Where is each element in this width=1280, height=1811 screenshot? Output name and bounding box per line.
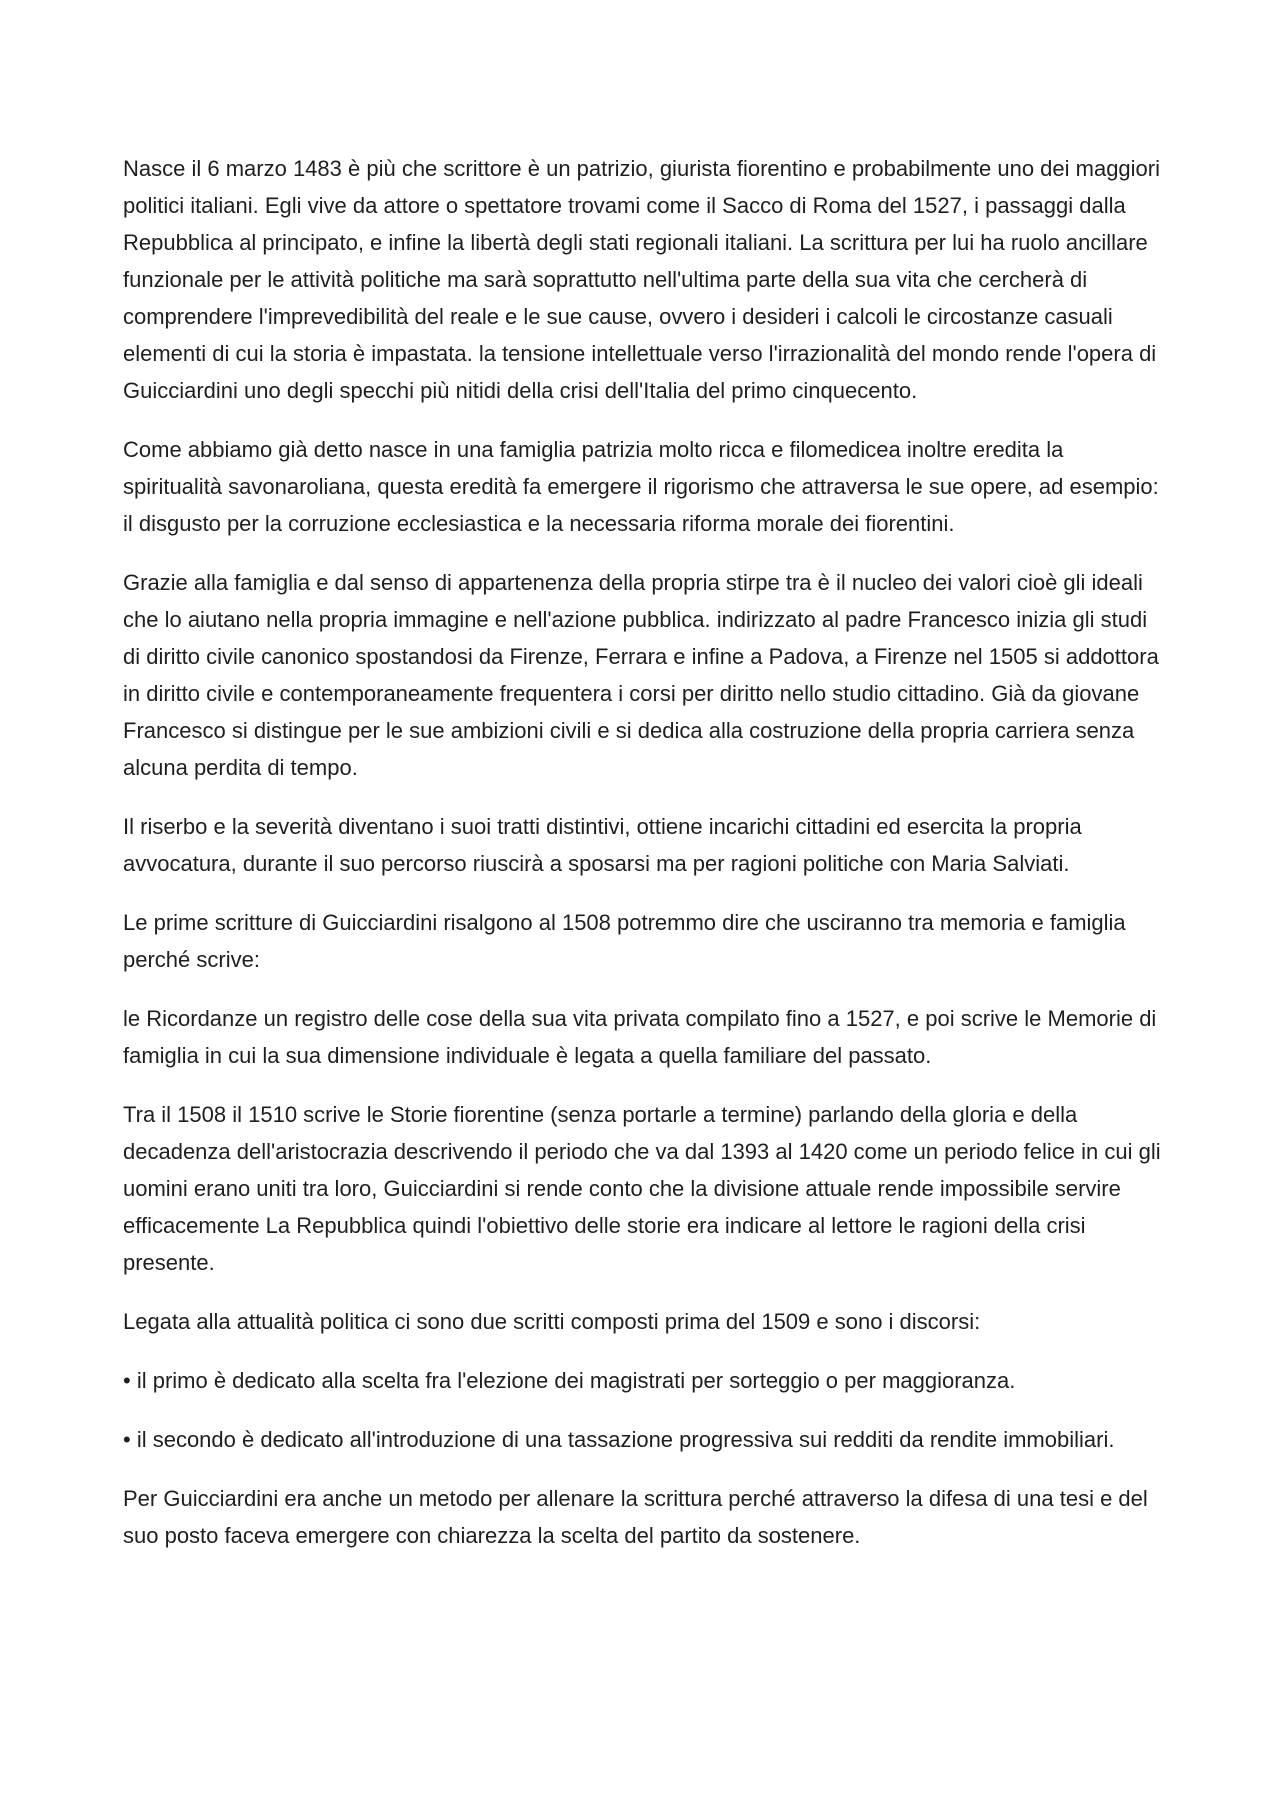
list-item-first-discorso: • il primo è dedicato alla scelta fra l'elezione dei magistrati per sorteggio o per maggioranza.: [123, 1368, 1016, 1393]
paragraph-storie-fiorentine: Tra il 1508 il 1510 scrive le Storie fiorentine (senza portarle a termine) parlando della gloria e della decadenza dell'aristocrazia descrivendo il periodo che va dal 1393 al 1420 come un periodo felice in cui gli uomini erano uniti tra loro, Guicciardini si rende conto che la divisione attuale rende impossibile servire efficacemente La Repubblica quindi l'obiettivo delle storie era indicare al lettore le ragioni della crisi presente.: [123, 1102, 1161, 1275]
paragraph-education: Grazie alla famiglia e dal senso di appartenenza della propria stirpe tra è il nucleo dei valori cioè gli ideali che lo aiutano nella propria immagine e nell'azione pubblica. indirizzato al padre Francesco inizia gli studi di diritto civile canonico spostandosi da Firenze, Ferrara e infine a Padova, a Firenze nel 1505 si addottora in diritto civile e contemporaneamente frequentera i corsi per diritto nello studio cittadino. Già da giovane Francesco si distingue per le sue ambizioni civili e si dedica alla costruzione della propria carriera senza alcuna perdita di tempo.: [123, 570, 1159, 780]
paragraph-intro: Nasce il 6 marzo 1483 è più che scrittore è un patrizio, giurista fiorentino e probabilmente uno dei maggiori politici italiani. Egli vive da attore o spettatore trovami come il Sacco di Roma del 1527, i passaggi dalla Repubblica al principato, e infine la libertà degli stati regionali italiani. La scrittura per lui ha ruolo ancillare funzionale per le attività politiche ma sarà soprattutto nell'ultima parte della sua vita che cercherà di comprendere l'imprevedibilità del reale e le sue cause, ovvero i desideri i calcoli le circostanze casuali elementi di cui la storia è impastata. la tensione intellettuale verso l'irrazionalità del mondo rende l'opera di Guicciardini uno degli specchi più nitidi della crisi dell'Italia del primo cinquecento.: [123, 156, 1161, 403]
paragraph-ricordanze: le Ricordanze un registro delle cose della sua vita privata compilato fino a 1527, e poi scrive le Memorie di famiglia in cui la sua dimensione individuale è legata a quella familiare del passato.: [123, 1006, 1157, 1068]
paragraph-discorsi: Legata alla attualità politica ci sono due scritti composti prima del 1509 e sono i discorsi:: [123, 1309, 981, 1334]
list-item-second-discorso: • il secondo è dedicato all'introduzione di una tassazione progressiva sui redditi da rendite immobiliari.: [123, 1427, 1115, 1452]
paragraph-conclusion: Per Guicciardini era anche un metodo per allenare la scrittura perché attraverso la difesa di una tesi e del suo posto faceva emergere con chiarezza la scelta del partito da sostenere.: [123, 1486, 1148, 1548]
document-body: [123, 150, 1163, 1576]
paragraph-career: Il riserbo e la severità diventano i suoi tratti distintivi, ottiene incarichi cittadini ed esercita la propria avvocatura, durante il suo percorso riuscirà a sposarsi ma per ragioni politiche con Maria Salviati.: [123, 814, 1082, 876]
paragraph-first-writings: Le prime scritture di Guicciardini risalgono al 1508 potremmo dire che usciranno tra memoria e famiglia perché scrive:: [123, 910, 1126, 972]
paragraph-family: Come abbiamo già detto nasce in una famiglia patrizia molto ricca e filomedicea inoltre eredita la spiritualità savonaroliana, questa eredità fa emergere il rigorismo che attraversa le sue opere, ad esempio: il disgusto per la corruzione ecclesiastica e la necessaria riforma morale dei fiorentini.: [123, 437, 1159, 536]
